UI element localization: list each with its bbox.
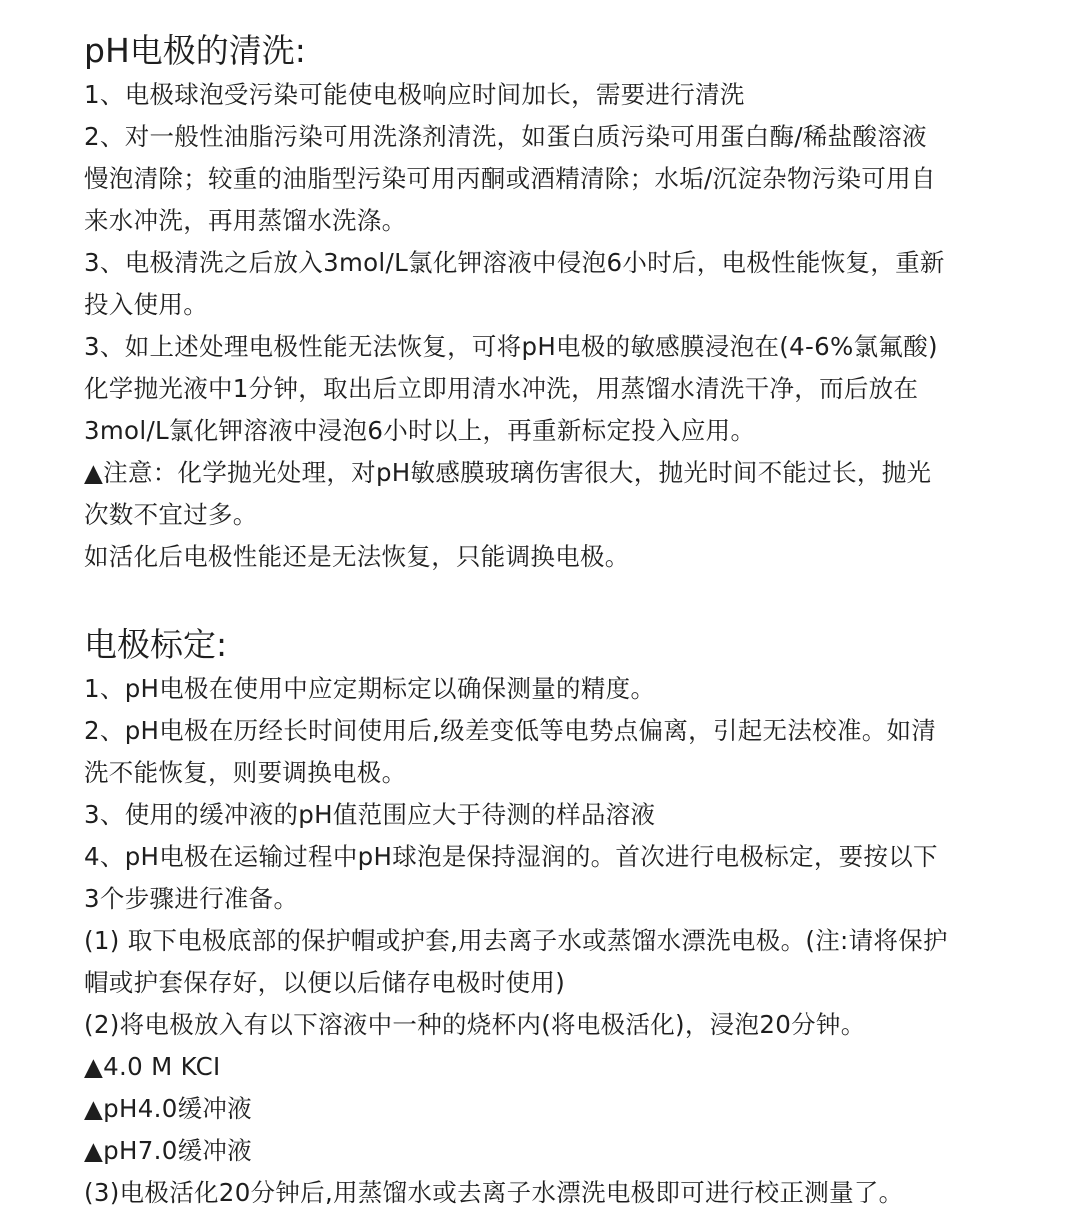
paragraph bbox=[84, 1046, 1040, 1088]
text-line: 化学抛光液中1分钟，取出后立即用清水冲洗，用蒸馏水清洗干净，而后放在 bbox=[84, 374, 919, 403]
text-line: 次数不宜过多。 bbox=[84, 500, 258, 529]
text-line: 3、使用的缓冲液的pH值范围应大于待测的样品溶液 bbox=[84, 800, 656, 829]
paragraph bbox=[84, 710, 1040, 794]
text-line: 来水冲洗，再用蒸馏水洗涤。 bbox=[84, 206, 407, 235]
text-line: 2、pH电极在历经长时间使用后,级差变低等电势点偏离，引起无法校准。如清 bbox=[84, 716, 937, 745]
paragraph bbox=[84, 536, 1040, 578]
text-line: (2)将电极放入有以下溶液中一种的烧杯内(将电极活化)，浸泡20分钟。 bbox=[84, 1010, 866, 1039]
text-line: 1、pH电极在使用中应定期标定以确保测量的精度。 bbox=[84, 674, 656, 703]
text-line: (1) 取下电极底部的保护帽或护套,用去离子水或蒸馏水漂洗电极。(注:请将保护 bbox=[84, 926, 948, 955]
paragraph bbox=[84, 242, 1040, 326]
paragraph bbox=[84, 836, 1040, 920]
paragraph bbox=[84, 794, 1040, 836]
text-line: 3、电极清洗之后放入3mol/L氯化钾溶液中侵泡6小时后，电极性能恢复，重新 bbox=[84, 248, 945, 277]
text-line: 洗不能恢复，则要调换电极。 bbox=[84, 758, 407, 787]
text-line: 如活化后电极性能还是无法恢复，只能调换电极。 bbox=[84, 542, 630, 571]
text-line: 帽或护套保存好，以便以后储存电极时使用) bbox=[84, 968, 566, 997]
section-title-cleaning: pH电极的清洗: bbox=[84, 31, 306, 70]
paragraph bbox=[84, 920, 1040, 1004]
section-body-calibration bbox=[84, 668, 1040, 1214]
paragraph bbox=[84, 74, 1040, 116]
text-line: ▲pH4.0缓冲液 bbox=[84, 1094, 252, 1123]
text-line: 3个步骤进行准备。 bbox=[84, 884, 299, 913]
text-line: ▲注意：化学抛光处理，对pH敏感膜玻璃伤害很大，抛光时间不能过长，抛光 bbox=[84, 458, 932, 487]
paragraph bbox=[84, 1088, 1040, 1130]
text-line: 3mol/L氯化钾溶液中浸泡6小时以上，再重新标定投入应用。 bbox=[84, 416, 756, 445]
section-divider-space bbox=[84, 578, 1040, 622]
text-line: 慢泡清除；较重的油脂型污染可用丙酮或酒精清除；水垢/沉淀杂物污染可用自 bbox=[84, 164, 936, 193]
paragraph bbox=[84, 1004, 1040, 1046]
text-line: 2、对一般性油脂污染可用洗涤剂清洗，如蛋白质污染可用蛋白酶/稀盐酸溶液 bbox=[84, 122, 927, 151]
text-line: (3)电极活化20分钟后,用蒸馏水或去离子水漂洗电极即可进行校正测量了。 bbox=[84, 1178, 904, 1207]
text-line: ▲pH7.0缓冲液 bbox=[84, 1136, 252, 1165]
section-title-calibration: 电极标定: bbox=[84, 625, 228, 664]
paragraph bbox=[84, 1172, 1040, 1214]
paragraph bbox=[84, 116, 1040, 242]
paragraph bbox=[84, 326, 1040, 452]
paragraph bbox=[84, 1130, 1040, 1172]
text-line: ▲4.0 M KCI bbox=[84, 1052, 221, 1081]
text-line: 4、pH电极在运输过程中pH球泡是保持湿润的。首次进行电极标定，要按以下 bbox=[84, 842, 938, 871]
section-body-cleaning bbox=[84, 74, 1040, 578]
text-line: 1、电极球泡受污染可能使电极响应时间加长，需要进行清洗 bbox=[84, 80, 745, 109]
text-line: 3、如上述处理电极性能无法恢复，可将pH电极的敏感膜浸泡在(4-6%氯氟酸) bbox=[84, 332, 938, 361]
paragraph bbox=[84, 452, 1040, 536]
text-line: 投入使用。 bbox=[84, 290, 208, 319]
paragraph bbox=[84, 668, 1040, 710]
